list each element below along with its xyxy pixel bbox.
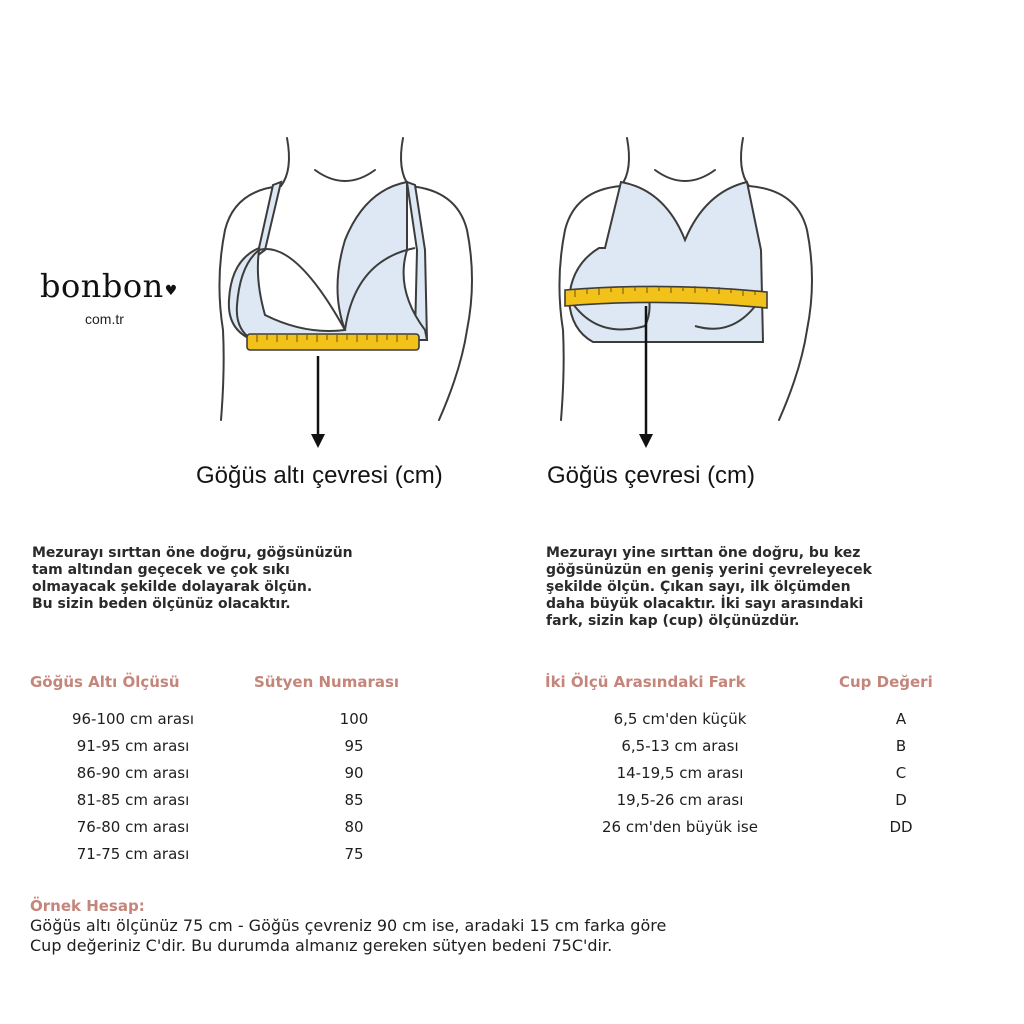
cup-row-5-cup: DD (889, 818, 913, 836)
cup-table-header-difference: İki Ölçü Arasındaki Fark (545, 673, 746, 691)
size-row-6-size: 75 (344, 845, 364, 863)
bust-illustration (535, 130, 835, 450)
cup-row-1-difference: 6,5 cm'den küçük (613, 710, 747, 728)
size-row-5-range: 76-80 cm arası (76, 818, 190, 836)
heart-icon: ♥ (164, 283, 178, 299)
cup-row-3-cup: C (895, 764, 907, 782)
down-arrow-icon (311, 356, 325, 448)
size-row-1-range: 96-100 cm arası (71, 710, 195, 728)
size-row-1-size: 100 (339, 710, 369, 728)
underbust-caption: Göğüs altı çevresi (cm) (196, 462, 443, 489)
cup-row-2-cup: B (895, 737, 907, 755)
brand-domain: com.tr (85, 311, 124, 327)
size-table-header-bra-size: Sütyen Numarası (254, 673, 400, 691)
example-line-2: Cup değeriniz C'dir. Bu durumda almanız gereken sütyen bedeni 75C'dir. (30, 936, 613, 955)
brand-logo (40, 268, 190, 327)
size-row-5-size: 80 (344, 818, 364, 836)
cup-table-header-cup: Cup Değeri (839, 673, 933, 691)
cup-row-2-difference: 6,5-13 cm arası (621, 737, 739, 755)
size-table (30, 673, 490, 873)
cup-table (545, 673, 1005, 853)
example-title: Örnek Hesap: (30, 897, 145, 915)
size-row-2-range: 91-95 cm arası (76, 737, 190, 755)
underbust-instructions: Mezurayı sırttan öne doğru, göğsünüzün tam altından geçecek ve çok sıkı olmayacak şekilde dolayarak ölçün. Bu sizin beden ölçünüz olacaktır. (32, 545, 353, 612)
cup-row-4-cup: D (895, 791, 907, 809)
cup-row-5-difference: 26 cm'den büyük ise (602, 818, 758, 836)
bust-instructions: Mezurayı yine sırttan öne doğru, bu kez göğsünüzün en geniş yerini çevreleyecek şekilde ölçün. Çıkan sayı, ilk ölçümden daha büyük olacaktır. İki sayı arasındaki fark, sizin kap (cup) ölçünüzdür. (546, 545, 872, 629)
size-row-4-range: 81-85 cm arası (76, 791, 190, 809)
cup-row-3-difference: 14-19,5 cm arası (616, 764, 744, 782)
size-row-4-size: 85 (344, 791, 364, 809)
size-row-6-range: 71-75 cm arası (76, 845, 190, 863)
brand-name: bonbon (40, 267, 164, 305)
size-row-3-range: 86-90 cm arası (76, 764, 190, 782)
size-table-header-underbust: Göğüs Altı Ölçüsü (30, 673, 180, 691)
size-row-2-size: 95 (344, 737, 364, 755)
bust-caption: Göğüs çevresi (cm) (547, 462, 756, 489)
cup-row-1-cup: A (895, 710, 907, 728)
example-line-1: Göğüs altı ölçünüz 75 cm - Göğüs çevreniz 90 cm ise, aradaki 15 cm farka göre (30, 916, 667, 935)
measuring-tape-icon (247, 334, 419, 350)
underbust-illustration (195, 130, 495, 450)
size-row-3-size: 90 (344, 764, 364, 782)
cup-row-4-difference: 19,5-26 cm arası (616, 791, 744, 809)
